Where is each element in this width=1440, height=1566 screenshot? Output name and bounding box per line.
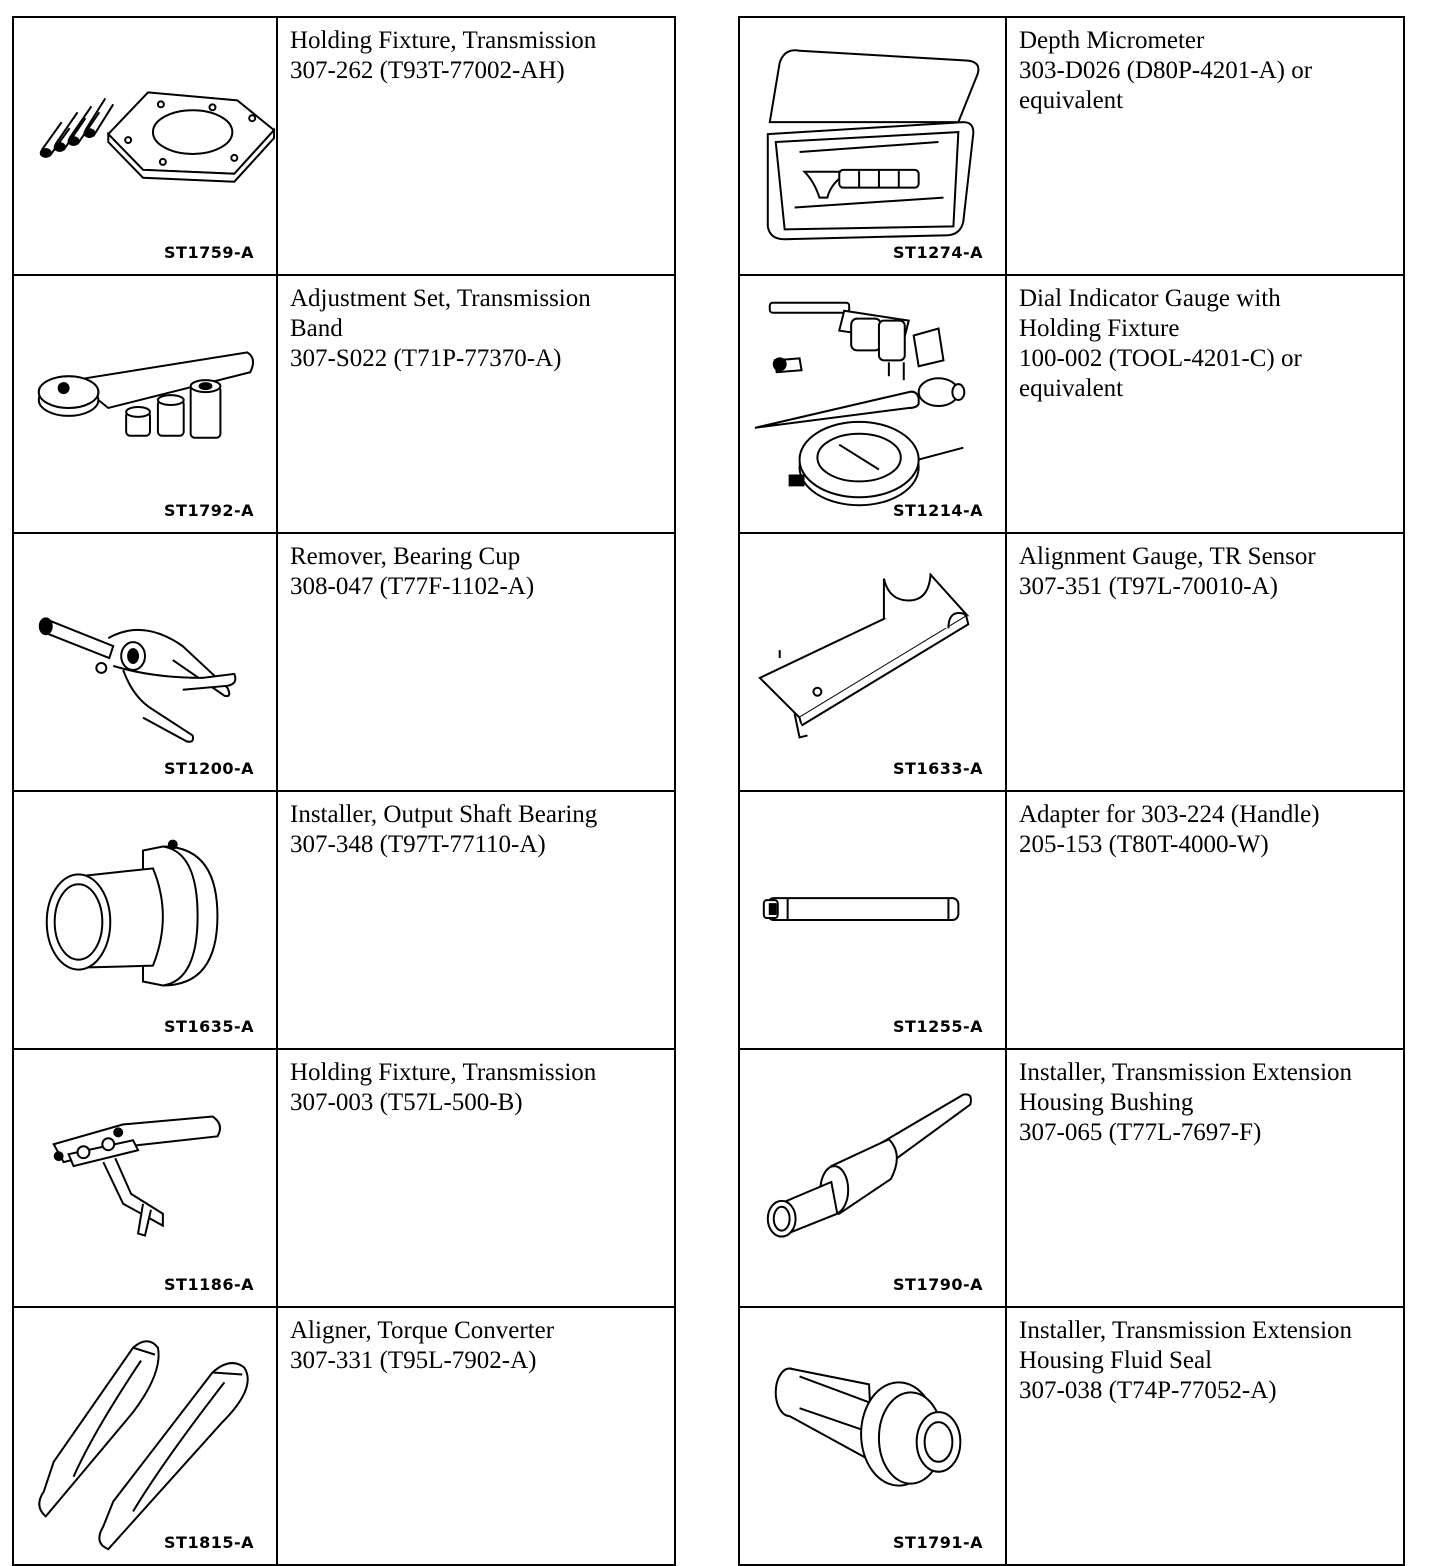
tool-part-number: 205-153 (T80T-4000-W) bbox=[1019, 831, 1269, 858]
tool-name: Depth Micrometer bbox=[1019, 27, 1205, 54]
table-row bbox=[739, 1307, 1404, 1565]
table-row bbox=[13, 1307, 675, 1565]
tool-table-right bbox=[738, 16, 1405, 1566]
seal-installer-icon bbox=[740, 1308, 1005, 1564]
tool-name-continued: Band bbox=[290, 315, 343, 342]
tool-illustration-cell bbox=[13, 1049, 277, 1307]
tool-illustration-cell bbox=[739, 17, 1006, 275]
tool-part-number: 307-331 (T95L-7902-A) bbox=[290, 1347, 537, 1374]
tool-illustration-cell bbox=[739, 533, 1006, 791]
tool-part-number: 307-262 (T93T-77002-AH) bbox=[290, 57, 565, 84]
tool-illustration-cell bbox=[739, 1307, 1006, 1565]
table-row bbox=[13, 275, 675, 533]
tool-name: Adjustment Set, Transmission bbox=[290, 285, 591, 312]
tool-illustration-cell bbox=[13, 791, 277, 1049]
tool-name: Aligner, Torque Converter bbox=[290, 1317, 555, 1344]
illustration-code: ST1214-A bbox=[893, 501, 983, 520]
tool-illustration-cell bbox=[13, 275, 277, 533]
handle-adapter-icon bbox=[740, 792, 1005, 1048]
bushing-installer-icon bbox=[740, 1050, 1005, 1306]
tool-description-cell bbox=[277, 17, 675, 275]
table-row bbox=[13, 533, 675, 791]
illustration-code: ST1792-A bbox=[164, 501, 254, 520]
tool-description-cell bbox=[1006, 1049, 1404, 1307]
illustration-code: ST1790-A bbox=[893, 1275, 983, 1294]
bearing-installer-icon bbox=[14, 792, 276, 1048]
table-row bbox=[739, 275, 1404, 533]
tool-illustration-cell bbox=[13, 1307, 277, 1565]
tool-name: Remover, Bearing Cup bbox=[290, 543, 521, 570]
illustration-code: ST1255-A bbox=[893, 1017, 983, 1036]
alignment-gauge-icon bbox=[740, 534, 1005, 790]
torque-converter-aligner-icon bbox=[14, 1308, 276, 1564]
tool-description-cell bbox=[1006, 533, 1404, 791]
table-row bbox=[13, 791, 675, 1049]
tool-name: Alignment Gauge, TR Sensor bbox=[1019, 543, 1316, 570]
tool-illustration-cell bbox=[739, 1049, 1006, 1307]
tool-part-number: 307-038 (T74P-77052-A) bbox=[1019, 1377, 1277, 1404]
illustration-code: ST1791-A bbox=[893, 1533, 983, 1552]
tool-description-cell bbox=[277, 1049, 675, 1307]
tool-name: Dial Indicator Gauge with bbox=[1019, 285, 1281, 312]
illustration-code: ST1633-A bbox=[893, 759, 983, 778]
tool-part-number: 303-D026 (D80P-4201-A) or bbox=[1019, 57, 1313, 84]
illustration-code: ST1759-A bbox=[164, 243, 254, 262]
tool-part-number: 100-002 (TOOL-4201-C) or bbox=[1019, 345, 1302, 372]
tool-description-cell bbox=[277, 533, 675, 791]
tool-name-continued: Housing Bushing bbox=[1019, 1089, 1194, 1116]
tool-description-cell bbox=[277, 275, 675, 533]
holding-fixture-clamp-icon bbox=[14, 1050, 276, 1306]
table-row bbox=[739, 1049, 1404, 1307]
illustration-code: ST1815-A bbox=[164, 1533, 254, 1552]
table-row bbox=[739, 791, 1404, 1049]
holding-fixture-icon bbox=[14, 18, 276, 274]
tool-part-number: 307-351 (T97L-70010-A) bbox=[1019, 573, 1278, 600]
tool-part-number: 307-003 (T57L-500-B) bbox=[290, 1089, 523, 1116]
tool-part-number: 307-348 (T97T-77110-A) bbox=[290, 831, 546, 858]
tool-part-number-note: equivalent bbox=[1019, 375, 1124, 402]
tool-name: Installer, Output Shaft Bearing bbox=[290, 801, 598, 828]
illustration-code: ST1200-A bbox=[164, 759, 254, 778]
tool-description-cell bbox=[277, 1307, 675, 1565]
table-row bbox=[739, 17, 1404, 275]
tool-table-left bbox=[12, 16, 676, 1566]
tool-name-continued: Holding Fixture bbox=[1019, 315, 1180, 342]
tool-description-cell bbox=[1006, 791, 1404, 1049]
tool-part-number: 307-065 (T77L-7697-F) bbox=[1019, 1119, 1262, 1146]
dial-indicator-gauge-icon bbox=[740, 276, 1005, 532]
depth-micrometer-icon bbox=[740, 18, 1005, 274]
tool-part-number: 308-047 (T77F-1102-A) bbox=[290, 573, 535, 600]
illustration-code: ST1186-A bbox=[164, 1275, 254, 1294]
tool-illustration-cell bbox=[739, 275, 1006, 533]
tool-name: Installer, Transmission Extension bbox=[1019, 1059, 1353, 1086]
tool-part-number-note: equivalent bbox=[1019, 87, 1124, 114]
tool-name: Adapter for 303-224 (Handle) bbox=[1019, 801, 1320, 828]
band-adjustment-set-icon bbox=[14, 276, 276, 532]
table-row bbox=[13, 17, 675, 275]
tool-name-continued: Housing Fluid Seal bbox=[1019, 1347, 1213, 1374]
tool-name: Installer, Transmission Extension bbox=[1019, 1317, 1353, 1344]
tool-part-number: 307-S022 (T71P-77370-A) bbox=[290, 345, 562, 372]
table-row bbox=[13, 1049, 675, 1307]
tool-illustration-cell bbox=[13, 17, 277, 275]
table-row bbox=[739, 533, 1404, 791]
tool-name: Holding Fixture, Transmission bbox=[290, 27, 597, 54]
tool-illustration-cell bbox=[739, 791, 1006, 1049]
tool-description-cell bbox=[1006, 1307, 1404, 1565]
illustration-code: ST1635-A bbox=[164, 1017, 254, 1036]
tool-name: Holding Fixture, Transmission bbox=[290, 1059, 597, 1086]
bearing-cup-remover-icon bbox=[14, 534, 276, 790]
tool-illustration-cell bbox=[13, 533, 277, 791]
tool-description-cell bbox=[1006, 275, 1404, 533]
tool-description-cell bbox=[1006, 17, 1404, 275]
illustration-code: ST1274-A bbox=[893, 243, 983, 262]
tool-description-cell bbox=[277, 791, 675, 1049]
